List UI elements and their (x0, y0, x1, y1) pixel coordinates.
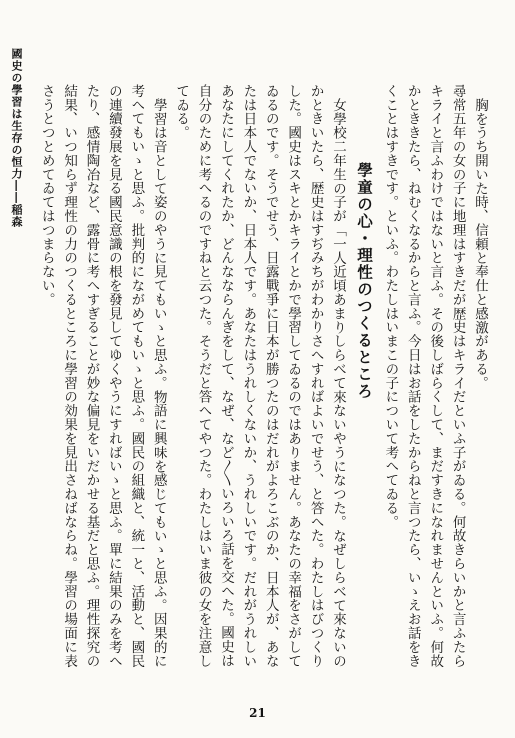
paragraph-girls-school: 女學校二年生の子が「一人近頃あまりしらべて來ないやうになつた。なぜしらべて來ないのかときいたら、歴史はすぢみちがわかりさへすればよいでせう、と答へた。わたしはびつくりした。國史はスキとかキライとかで學習してゐるのではありません。あなたの幸福をさがしてゐるのです。そうでせう、日露戰爭に日本が勝つたのはだれがよろこぶのか、日本人が、あなたは日本人でないか、日本人です。あなたはうれしくないか、うれしいです。だれがうれしいあなたにしてくれたか、どんなならんぎをして、なぜ、など〳〵いろいろ話を交へた。國史は自分のために考へるのですねと云つた。そうだと答へてやつた。わたしはいま彼の女を注意してゐる。 (173, 84, 346, 668)
running-head: 國史の學習は生存の恒力――稲森 (10, 48, 23, 228)
paragraph-girl-history: 尋常五年の女の子に地理はすきだが歴史はキライだといふ子がゐる。何故きらいかと言ふたらキライと言ふわけではないと言ふ。その後しばらくして、まだすきになれませんといふ。何故かとききたら、ねむくなるからと言ふ。今日はお話をしたからねと言つたら、いゝえお話をきくことはすきです。といふ。わたしはいまこの子について考へてゐる。 (382, 84, 466, 668)
body-text (38, 84, 491, 674)
paragraph-opening: 胸をうち開いた時、信頼と奉仕と感激がある。 (472, 97, 488, 390)
section-heading: 學童の心・理性のつくるところ (354, 161, 374, 400)
page-number: 21 (249, 706, 266, 720)
paragraph-learning: 學習は音として姿のやうに見てもいゝと思ふ。物語に興味を感じてもいゝと思ふ。因果的に考へてもいゝと思ふ。批判的にながめてもいゝと思ふ。國民の組織と、統一と、活動と、國民の連續發展を見る國民意識の根を發見してゆくやうにすればいゝと思ふ。單に結果のみを考へたり、感情陶冶など、露骨に考へすぎることが妙な偏見をいだかせる基だと思ふ。理性探究の結果、いつ知らず理性の力のつくるところに學習の効果を見出さねばならね。學習の場面に表さうとつとめてゐてはつまらない。 (38, 84, 167, 668)
